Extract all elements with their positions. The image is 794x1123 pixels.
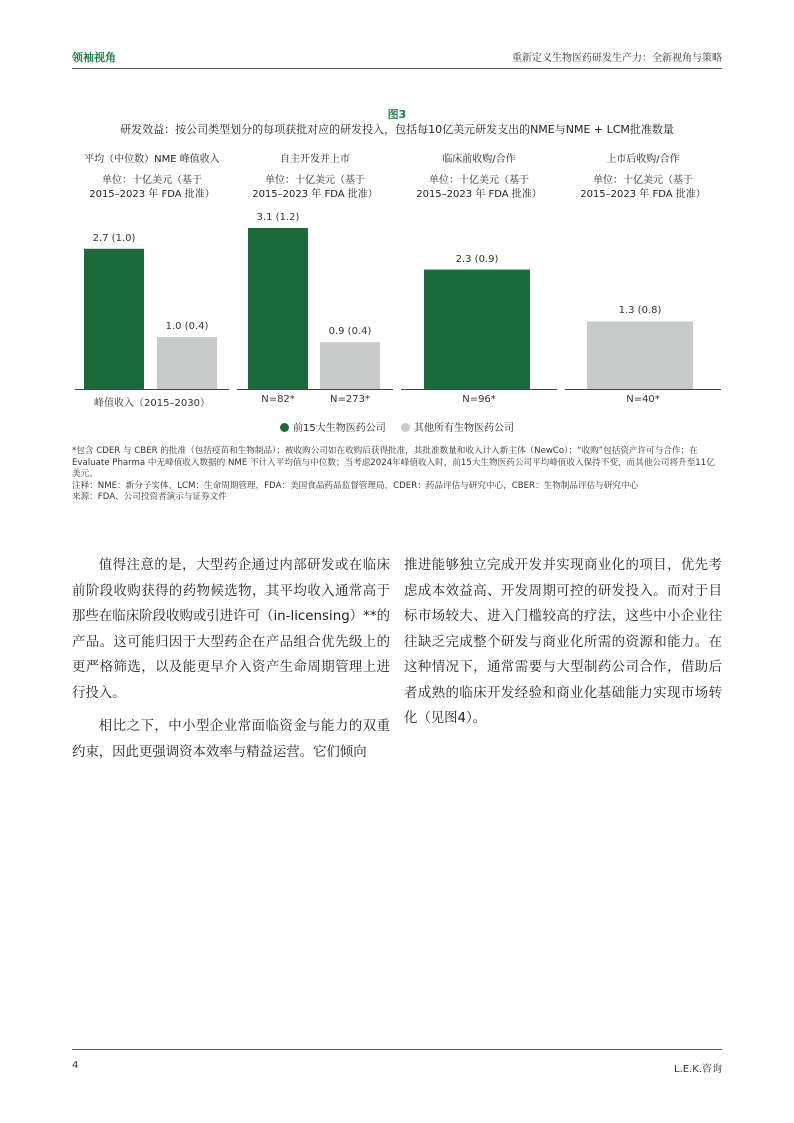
group-caption: N=96* — [462, 394, 496, 405]
body-column-left — [72, 553, 390, 773]
panel-unit-peak-revenue: 单位：十亿美元（基于 2015–2023 年 FDA 批准） — [89, 175, 215, 200]
bar-value-label: 3.1 (1.2) — [256, 212, 300, 223]
figure-title: 研发效益：按公司类型划分的每项获批对应的研发投入，包括每10亿美元研发支出的NME与NME + LCM批准数量 — [120, 123, 674, 136]
figure-notes — [72, 446, 722, 504]
legend-label-others: 其他所有生物医药公司 — [413, 423, 514, 434]
footer-brand: L.E.K.咨询 — [674, 1064, 722, 1075]
panel-unit-inhouse: 单位：十亿美元（基于 2015–2023 年 FDA 批准） — [252, 175, 378, 200]
panel-title-inhouse: 自主开发并上市 — [280, 154, 350, 165]
footer-divider — [72, 1049, 722, 1050]
bar — [587, 321, 693, 389]
body-paragraph: 值得注意的是，大型药企通过内部研发或在临床前阶段收购获得的药物候选物，其平均收入通常高于那些在临床阶段收购或引进许可（in-licensing）**的产品。这可能归因于大型药企在产品组合优先级上的更严格筛选，以及能更早介入资产生命周期管理上进行投入。 — [72, 558, 390, 701]
source-note: 来源：FDA、公司投资者演示与证券文件 — [72, 492, 227, 502]
bar — [248, 228, 308, 389]
bar — [157, 337, 217, 389]
body-paragraph: 相比之下，中小型企业常面临资金与能力的双重约束，因此更强调资本效率与精益运营。它们倾向 — [72, 719, 390, 760]
legend-swatch-others — [401, 423, 410, 432]
group-caption: 峰值收入（2015–2030） — [94, 398, 210, 409]
panel-unit-postmarket: 单位：十亿美元（基于 2015–2023 年 FDA 批准） — [580, 175, 706, 200]
bar-value-label: 1.3 (0.8) — [618, 305, 662, 317]
panel-title-preclinical: 临床前收购/合作 — [442, 154, 516, 165]
chart-legend — [0, 419, 794, 434]
legend-swatch-top15 — [280, 423, 289, 432]
bar — [320, 342, 380, 389]
legend-item-others — [401, 419, 514, 434]
bar-value-label: 1.0 (0.4) — [165, 321, 209, 333]
panel-title-postmarket: 上市后收购/合作 — [606, 154, 680, 165]
body-paragraph: 推进能够独立完成开发并实现商业化的项目，优先考虑成本效益高、开发周期可控的研发投入。而对于目标市场较大、进入门槛较高的疗法，这些中小企业往往缺乏完成整个研发与商业化所需的资源和能力。在这种情况下，通常需要与大型制药公司合作，借助后者成熟的临床开发经验和商业化基础能力实现市场转化（见图4）。 — [404, 558, 722, 726]
legend-item-top15 — [280, 419, 386, 434]
body-column-right — [404, 553, 722, 740]
bar — [84, 249, 144, 389]
bar-count-label: N=82* — [261, 394, 295, 405]
document-title: 重新定义生物医药研发生产力：全新视角与策略 — [512, 53, 722, 64]
footnote: *包含 CDER 与 CBER 的批准（包括疫苗和生物制品）；被收购公司如在收购后获得批准，其批准数量和收入计入新主体（NewCo）；“收购”包括资产许可与合作；在 Evaluate Pharma 中无峰值收入数据的 NME 不计入平均值与中位数；当考虑2024年峰值收入时，前15大生物医药公司平均峰值收入保持不变，而其他公司将升至11亿美元。 — [72, 446, 715, 479]
page-number: 4 — [72, 1060, 79, 1071]
panel-title-peak-revenue: 平均（中位数）NME 峰值收入 — [84, 154, 220, 165]
bar-value-label: 2.7 (1.0) — [92, 232, 136, 244]
bar — [424, 270, 530, 389]
legend-label-top15: 前15大生物医药公司 — [293, 423, 386, 434]
bar-chart — [0, 0, 794, 420]
bar-count-label: N=273* — [330, 394, 370, 405]
figure-label: 图3 — [387, 108, 407, 121]
panel-unit-preclinical: 单位：十亿美元（基于 2015–2023 年 FDA 批准） — [416, 175, 542, 200]
bar-value-label: 2.3 (0.9) — [455, 253, 499, 265]
section-label: 领袖视角 — [72, 51, 116, 64]
group-caption: N=40* — [626, 394, 660, 405]
abbreviations-note: 注释：NME：新分子实体，LCM：生命周期管理，FDA：美国食品药品监督管理局，CDER：药品评估与研究中心，CBER：生物制品评估与研究中心 — [72, 480, 639, 491]
bar-value-label: 0.9 (0.4) — [328, 326, 372, 338]
